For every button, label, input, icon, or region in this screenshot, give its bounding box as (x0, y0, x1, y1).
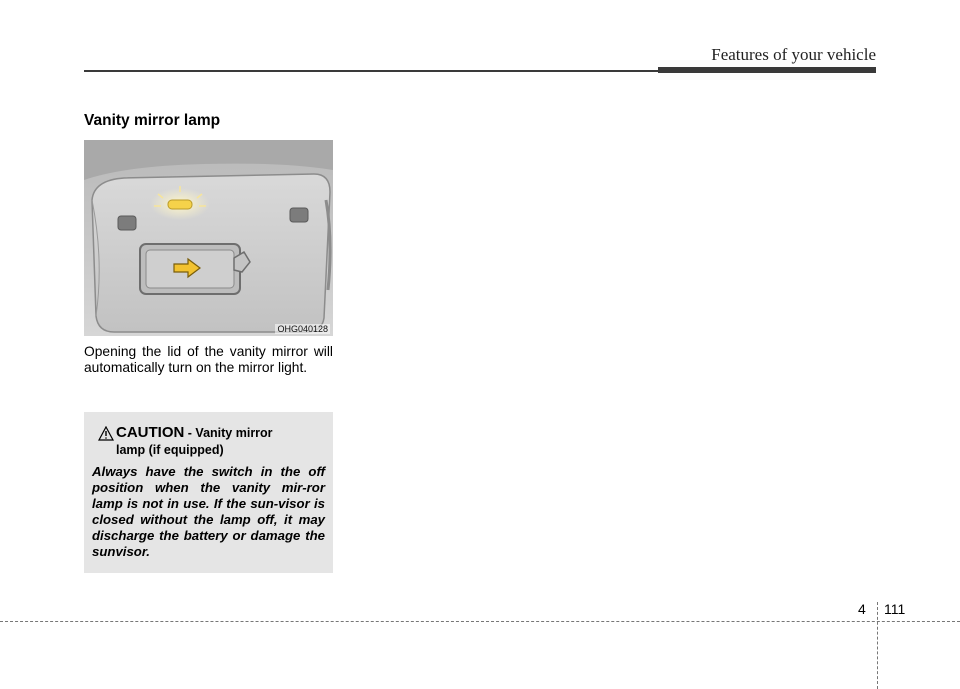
footer-divider (877, 602, 878, 689)
lamp-icon (168, 200, 192, 209)
caution-text: Always have the switch in the off position when the vanity mir-ror lamp is not in use. If the sun-visor is closed without the lamp off, it may discharge the battery or damage the sunvisor. (92, 464, 325, 559)
caution-subtitle-line2: lamp (if equipped) (116, 443, 224, 457)
caution-label: CAUTION (116, 424, 185, 441)
caution-box (84, 412, 333, 573)
warning-triangle-icon (98, 426, 114, 441)
footer-rule (0, 621, 960, 622)
figure-code: OHG040128 (277, 324, 328, 334)
header-rule-accent (658, 67, 876, 73)
sunvisor-illustration (84, 140, 333, 336)
caution-heading (92, 424, 325, 457)
page-number: 111 (884, 601, 906, 617)
header-title: Features of your vehicle (711, 45, 876, 64)
caution-subtitle-line1: - Vanity mirror (184, 426, 273, 440)
chapter-number: 4 (858, 601, 866, 617)
vanity-mirror-figure (84, 140, 333, 336)
section-heading: Vanity mirror lamp (84, 112, 221, 129)
section-body-text: Opening the lid of the vanity mirror will automatically turn on the mirror light. (84, 344, 333, 375)
